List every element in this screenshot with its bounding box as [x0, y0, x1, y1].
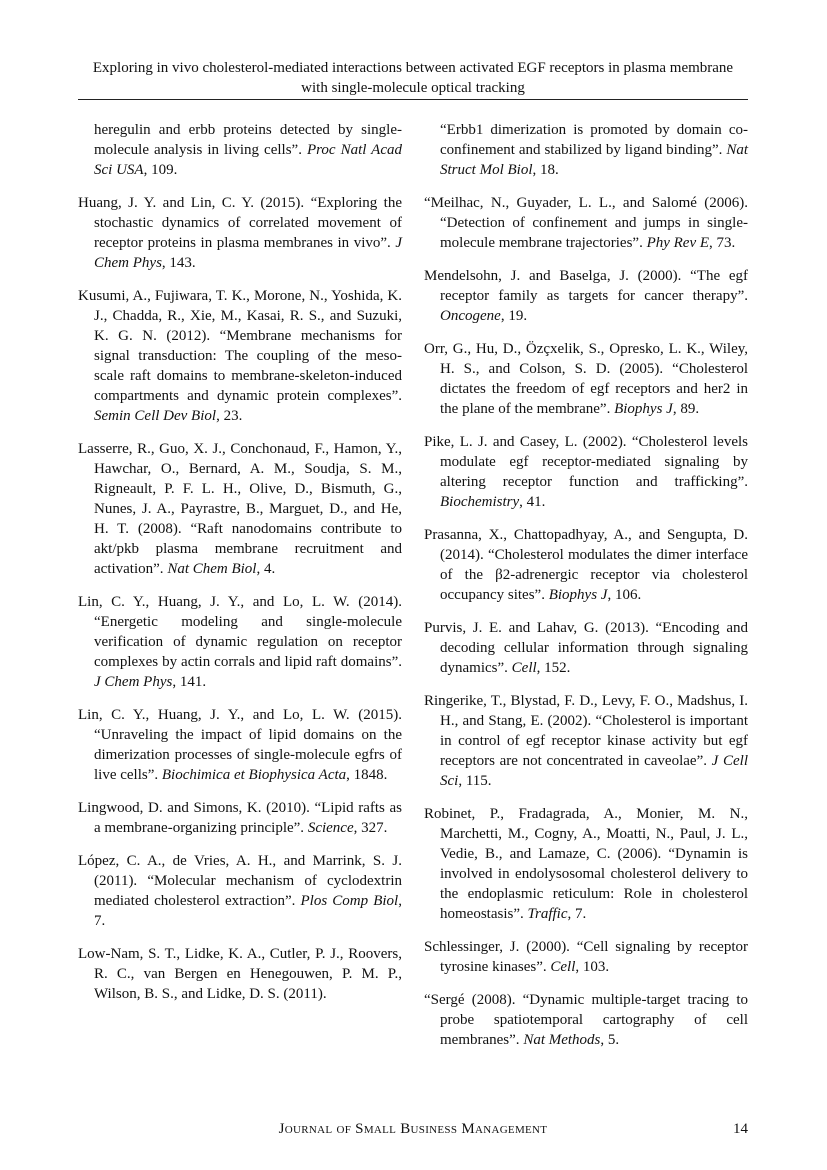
journal-name: Journal of Small Business Management [278, 1121, 548, 1137]
reference-entry: Orr, G., Hu, D., Özçxelik, S., Opresko, L. K., Wiley, H. S., and Colson, S. D. (2005). “Cholesterol dictates the freedom of egf receptors and her2 in the plane of the membrane”. Biophys J, 89. [424, 341, 748, 417]
reference-entry: Huang, J. Y. and Lin, C. Y. (2015). “Exploring the stochastic dynamics of correlated movement of receptor proteins in plasma membranes in vivo”. J Chem Phys, 143. [78, 195, 402, 271]
reference-entry: Lingwood, D. and Simons, K. (2010). “Lipid rafts as a membrane-organizing principle”. Science, 327. [78, 800, 402, 836]
reference-entry: heregulin and erbb proteins detected by single-molecule analysis in living cells”. Proc Natl Acad Sci USA, 109. [94, 122, 402, 178]
page-number: 14 [733, 1121, 748, 1137]
references-right-column [424, 120, 748, 1063]
reference-entry: Pike, L. J. and Casey, L. (2002). “Cholesterol levels modulate egf receptor-mediated signaling by altering receptor function and trafficking”. Biochemistry, 41. [424, 434, 748, 510]
reference-entry: Ringerike, T., Blystad, F. D., Levy, F. O., Madshus, I. H., and Stang, E. (2002). “Cholesterol is important in control of egf receptor kinase activity but egf receptors are not concentrated in caveolae”. J Cell Sci, 115. [424, 693, 748, 789]
reference-entry: Robinet, P., Fradagrada, A., Monier, M. N., Marchetti, M., Cogny, A., Moatti, N., Paul, J. L., Vedie, B., and Lamaze, C. (2006). “Dynamin is involved in endolysosomal cholesterol delivery to the endoplasmic reticulum: Role in cholesterol homeostasis”. Traffic, 7. [424, 806, 748, 922]
reference-entry: Low-Nam, S. T., Lidke, K. A., Cutler, P. J., Roovers, R. C., van Bergen en Henegouwen, P. M. P., Wilson, B. S., and Lidke, D. S. (2011). [78, 946, 402, 1002]
references-left-column [78, 120, 402, 1017]
reference-entry: Lin, C. Y., Huang, J. Y., and Lo, L. W. (2015). “Unraveling the impact of lipid domains on the dimerization processes of single-molecule egfrs of live cells”. Biochimica et Biophysica Acta, 1848. [78, 707, 402, 783]
reference-entry: Prasanna, X., Chattopadhyay, A., and Sengupta, D. (2014). “Cholesterol modulates the dimer interface of the β2-adrenergic receptor via cholesterol occupancy sites”. Biophys J, 106. [424, 527, 748, 603]
reference-entry: “Meilhac, N., Guyader, L. L., and Salomé (2006). “Detection of confinement and jumps in single-molecule membrane trajectories”. Phy Rev E, 73. [424, 195, 748, 251]
reference-entry: López, C. A., de Vries, A. H., and Marrink, S. J. (2011). “Molecular mechanism of cyclodextrin mediated cholesterol extraction”. Plos Comp Biol, 7. [78, 853, 402, 929]
reference-entry: Purvis, J. E. and Lahav, G. (2013). “Encoding and decoding cellular information through signaling dynamics”. Cell, 152. [424, 620, 748, 676]
running-header: Exploring in vivo cholesterol-mediated interactions between activated EGF receptors in plasma membrane with single-molecule optical tracking [92, 60, 734, 96]
reference-entry: Lin, C. Y., Huang, J. Y., and Lo, L. W. (2014). “Energetic modeling and single-molecule verification of dynamic regulation on receptor complexes by actin corrals and lipid raft domains”. J Chem Phys, 141. [78, 594, 402, 690]
page-footer [78, 1119, 748, 1139]
reference-entry: “Erbb1 dimerization is promoted by domain co-confinement and stabilized by ligand binding”. Nat Struct Mol Biol, 18. [440, 122, 748, 178]
reference-entry: Mendelsohn, J. and Baselga, J. (2000). “The egf receptor family as targets for cancer therapy”. Oncogene, 19. [424, 268, 748, 324]
reference-entry: Lasserre, R., Guo, X. J., Conchonaud, F., Hamon, Y., Hawchar, O., Bernard, A. M., Soudja, S. M., Rigneault, P. F. L. H., Olive, D., Bismuth, G., Nunes, J. A., Payrastre, B., Marguet, D., and He, H. T. (2008). “Raft nanodomains contribute to akt/pkb plasma membrane recruitment and activation”. Nat Chem Biol, 4. [78, 441, 402, 577]
header-rule [78, 99, 748, 100]
reference-entry: Schlessinger, J. (2000). “Cell signaling by receptor tyrosine kinases”. Cell, 103. [424, 939, 748, 975]
reference-entry: “Sergé (2008). “Dynamic multiple-target tracing to probe spatiotemporal cartography of cell membranes”. Nat Methods, 5. [424, 992, 748, 1048]
reference-entry: Kusumi, A., Fujiwara, T. K., Morone, N., Yoshida, K. J., Chadda, R., Xie, M., Kasai, R. S., and Suzuki, K. G. N. (2012). “Membrane mechanisms for signal transduction: The coupling of the meso-scale raft domains to membrane-skeleton-induced compartments and dynamic protein complexes”. Semin Cell Dev Biol, 23. [78, 288, 402, 424]
